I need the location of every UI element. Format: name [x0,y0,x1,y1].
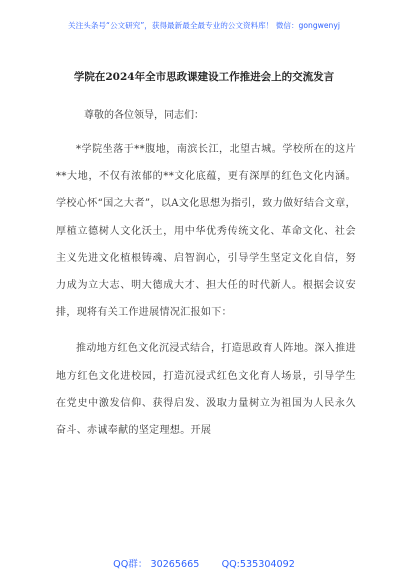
body-paragraph: *学院坐落于**腹地，南滨长江，北望古城。学校所在的这片**大地，不仅有浓郁的**文化底蕴，更有深厚的红色文化内涵。学校心怀“国之大者”，以A文化思想为指引，致力做好结合文章，厚植立德树人文化沃土，用中华优秀传统文化、革命文化、社会主义先进文化植根铸魂、启智润心，引导学生坚定文化自信，努力成为立大志、明大德成大才、担大任的时代新人。根据会议安排，现将有关工作进展情况汇报如下： [56,144,356,319]
salutation: 尊敬的各位领导，同志们： [84,110,204,121]
document-title: 学院在2024年全市思政课建设工作推进会上的交流发言 [73,71,335,83]
document-body [56,136,356,453]
promo-banner: 关注头条号“公文研究”，获得最新最全最专业的公文资料库！ 微信：gongwenyj [68,21,340,30]
contact-footer: QQ群： 30265665 QQ:535304092 [113,559,295,570]
body-paragraph: 推动地方红色文化沉浸式结合，打造思政育人阵地。深入推进地方红色文化进校园，打造沉浸式红色文化育人场景，引导学生在党史中激发信仰、获得启发、汲取力量树立为祖国为人民永久奋斗、赤诚奉献的坚定理想。开展 [56,343,356,437]
